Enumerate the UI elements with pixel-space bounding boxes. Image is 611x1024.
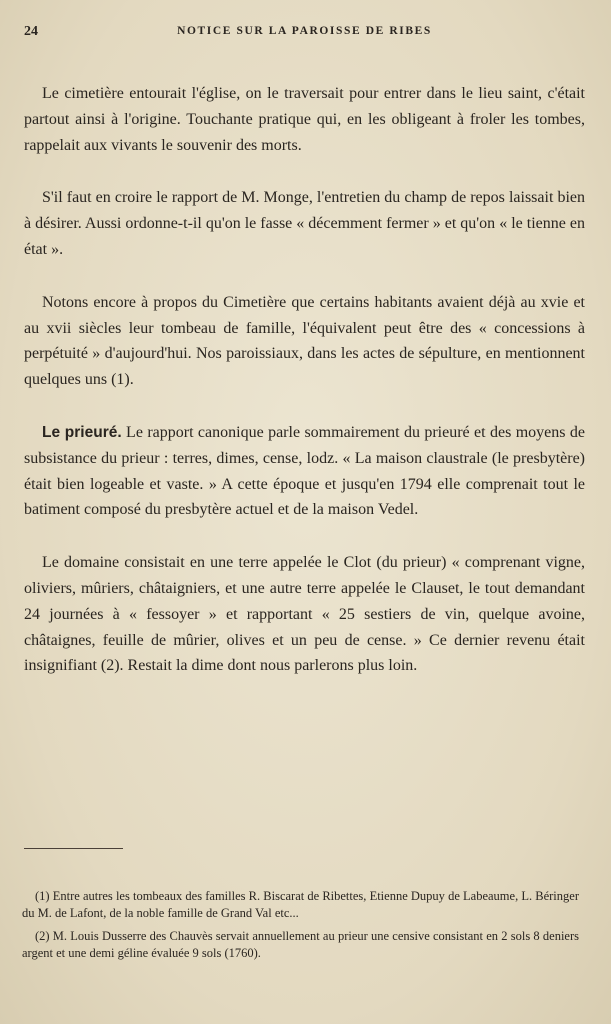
paragraph-monge-report: S'il faut en croire le rapport de M. Monge, l'entretien du champ de repos laissait bien à désirer. Aussi ordonne-t-il qu'on le fasse « décemment fermer » et qu'on « le tienne en état ». [24,189,585,258]
page-number: 24 [24,24,38,39]
body-text [24,81,585,679]
page-header [24,18,585,46]
paragraph-domain: Le domaine consistait en une terre appelée le Clot (du prieur) « comprenant vigne, oliviers, mûriers, châtaigniers, et une autre terre appelée le Clauset, le tout demandant 24 journées à « fessoyer » et rapportant « 25 sestiers de vin, quelque avoine, châtaignes, feuille de mûrier, olives et un peu de cense. » Ce dernier revenu était insignifiant (2). Restait la dime dont nous parlerons plus loin. [24,554,585,675]
running-title: NOTICE SUR LA PAROISSE DE RIBES [177,25,432,37]
footnote-1: (1) Entre autres les tombeaux des familles R. Biscarat de Ribettes, Etienne Dupuy de Labeaume, L. Béringer du M. de Lafont, de la noble famille de Grand Val etc... [22,889,579,920]
footnotes [22,888,579,968]
paragraph-priory-text: Le rapport canonique parle sommairement du prieuré et des moyens de subsistance du prieur : terres, dimes, cense, lodz. « La maison claustrale (le presbytère) était bien logeable et vaste. » A cette époque et jusqu'en 1794 elle comprenait tout le batiment composé du presbytère actuel et de la maison Vedel. [24,423,585,519]
paragraph-priory [24,420,585,523]
paragraph-cemetery: Le cimetière entourait l'église, on le traversait pour entrer dans le lieu saint, c'était partout ainsi à l'origine. Touchante pratique qui, en les obligeant à froler les tombes, rappelait aux vivants le souvenir des morts. [24,85,585,154]
paragraph-family-tombs: Notons encore à propos du Cimetière que certains habitants avaient déjà au xvie et au xvii siècles leur tombeau de famille, l'équivalent peut être des « concessions à perpétuité » d'aujourd'hui. Nos paroissiaux, dans les actes de sépulture, en mentionnent quelques uns (1). [24,293,585,389]
section-heading-priory: Le prieuré. [42,423,122,441]
footnote-2: (2) M. Louis Dusserre des Chauvès servait annuellement au prieur une censive consistant en 2 sols 8 deniers argent et une demi géline évaluée 9 sols (1760). [22,929,579,960]
footnote-rule [24,848,123,849]
